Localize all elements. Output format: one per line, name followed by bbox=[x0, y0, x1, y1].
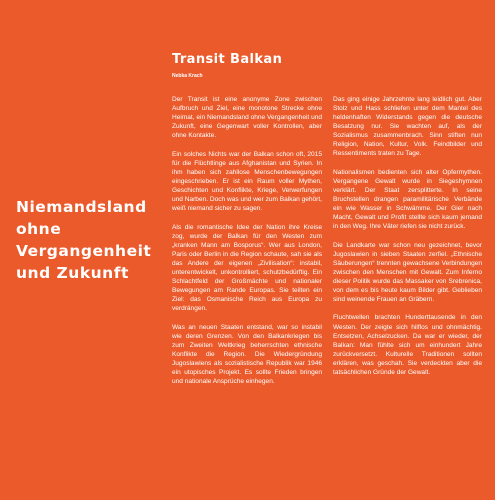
text-column-2 bbox=[333, 95, 482, 386]
paragraph: Was an neuen Staaten entstand, war so instabil wie deren Grenzen. Von den Balkankriegen bis zum Zweiten Weltkrieg beherrschten ethnische Konflikte die Region. Die Wiedergründung Jugoslawiens als sozialistische Republik war 1946 ein utopisches Projekt. Es sollte Frieden bringen und nationale Ansprüche einhegen. bbox=[172, 323, 322, 385]
author-name: Nebka Krach bbox=[172, 73, 203, 79]
paragraph: Nationalismen bedienten sich alter Opfermythen. Vergangene Gewalt wurde in Siegeshymnen verklärt. Der Staat zersplitterte. In seine Bruchstellen drangen paramilitärische Verbände ein wie Wasser in Schwämme. Der Gier nach Macht, Gewalt und Profit stellte sich kaum jemand in den Weg. Ihre Väter riefen sie nicht zurück. bbox=[333, 168, 482, 231]
side-title-line-2: ohne bbox=[16, 220, 62, 238]
side-title-line-4: und Zukunft bbox=[16, 264, 129, 282]
side-title-line-1: Niemandsland bbox=[16, 198, 147, 216]
paragraph: Der Transit ist eine anonyme Zone zwischen Aufbruch und Ziel, eine monotone Strecke ohne Heimat, ein Niemandsland ohne Vergangenheit und Zukunft, eine Gegenwart voller Kontrollen, aber ohne Kontakte. bbox=[172, 96, 322, 140]
side-title bbox=[16, 196, 156, 284]
text-column-1 bbox=[172, 95, 322, 395]
paragraph: Fluchtwellen brachten Hunderttausende in den Westen. Der zeigte sich hilflos und ohnmächtig. Entsetzen, Achselzucken. Da war er wieder, der Balkan: Man fühlte sich um einhundert Jahre zurückversetzt. Kulturelle Traditionen sollten erklären, was geschah. Sie verdeckten aber die tatsächlichen Gründe der Gewalt. bbox=[333, 314, 482, 376]
paragraph: Ein solches Nichts war der Balkan schon oft, 2015 für die Flüchtlinge aus Afghanistan und Syrien. In ihm haben sich zahllose Menschenbewegungen eingeschrieben. Er ist ein Raum voller Mythen, Geschichten und Konflikte, Kriege, Verwerfungen und Narben. Doch was und wer zum Balkan gehört, weiß niemand sicher zu sagen. bbox=[172, 150, 322, 213]
paragraph: Das ging einige Jahrzehnte lang leidlich gut. Aber Stolz und Hass schliefen unter dem Mantel des heldenhaften Widerstands gegen die deutsche Besatzung nur. Sie wachten auf, als der Sozialismus zusammenbrach. Sinn stiften nun Religion, Nation, Kultur, Volk. Feindbilder und Ressentiments traten zu Tage. bbox=[333, 96, 482, 158]
paragraph: Die Landkarte war schon neu gezeichnet, bevor Jugoslawien in sieben Staaten zerfiel. „Ethnische Säuberungen“ trennten gewachsene Verbindungen zwischen den Menschen mit Gewalt. Zum Inferno dieser Politik wurde das Massaker von Srebrenica, von dem es bis heute kaum Bilder gibt. Geblieben sind weinende Frauen an Gräbern. bbox=[333, 241, 482, 303]
article-title: Transit Balkan bbox=[172, 52, 283, 67]
side-title-line-3: Vergangenheit bbox=[16, 242, 152, 260]
paragraph: Als die romantische Idee der Nation ihre Kreise zog, wurde der Balkan für den Westen zum „kranken Mann am Bosporus“. Wer aus London, Paris oder Berlin in die Region schaute, sah sie als das Andere der eigenen „Zivilisation“: instabil, unterentwickelt, unkontrolliert, schutzbedürftig. Ein Schlachtfeld der Großmächte und nationaler Bewegungen am Rande Europas. Sie teilten ein Ziel: das Osmanische Reich aus Europa zu verdrängen. bbox=[172, 223, 322, 312]
